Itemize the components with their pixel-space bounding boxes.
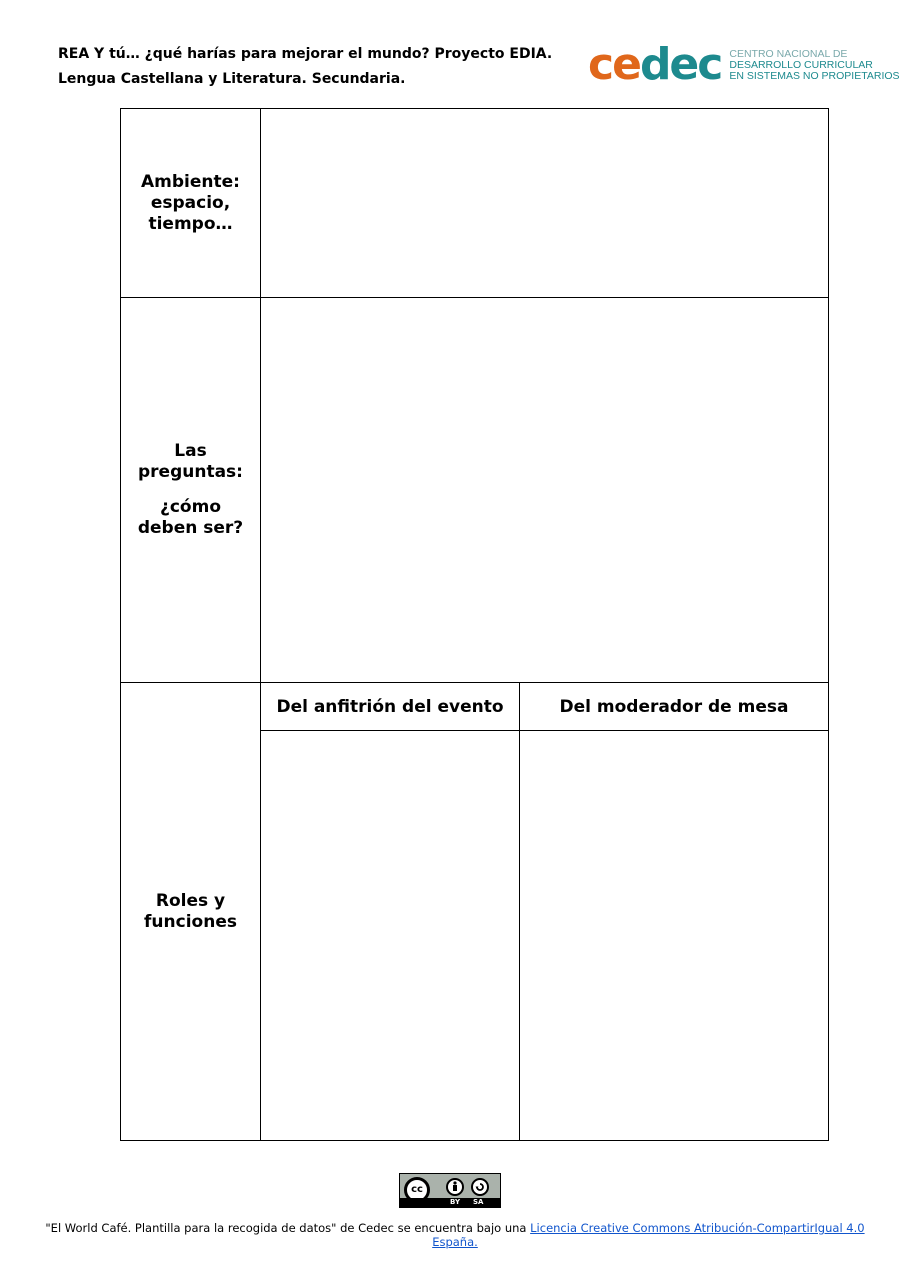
by-label: BY bbox=[450, 1198, 461, 1206]
attribution-icon bbox=[446, 1178, 464, 1196]
logo-subtitle bbox=[729, 49, 899, 82]
ambiente-answer-cell[interactable] bbox=[261, 109, 829, 298]
header-subtitle: Lengua Castellana y Literatura. Secundaria. bbox=[58, 71, 406, 87]
preguntas-label-line1: Las preguntas: bbox=[138, 441, 243, 482]
person-icon bbox=[448, 1180, 462, 1194]
table-row bbox=[121, 298, 829, 683]
roles-label: Roles y funciones bbox=[144, 890, 237, 932]
sa-label: SA bbox=[473, 1198, 484, 1206]
moderator-answer-cell[interactable] bbox=[520, 731, 829, 1141]
logo-sub-line1: CENTRO NACIONAL DE bbox=[729, 47, 848, 60]
roles-label-cell bbox=[121, 683, 261, 1141]
share-alike-icon bbox=[471, 1178, 489, 1196]
cc-license-badge[interactable] bbox=[399, 1173, 501, 1208]
ambiente-label-line1: Ambiente: bbox=[141, 171, 240, 192]
logo-wordmark bbox=[588, 39, 722, 90]
worksheet-table bbox=[120, 108, 829, 1141]
ambiente-label-line2: espacio, bbox=[150, 192, 231, 213]
host-answer-cell[interactable] bbox=[261, 731, 520, 1141]
host-column-header: Del anfitrión del evento bbox=[261, 683, 520, 731]
preguntas-label-cell bbox=[121, 298, 261, 683]
preguntas-label-line2: ¿cómo deben ser? bbox=[137, 497, 244, 538]
table-row bbox=[121, 683, 829, 731]
table-row bbox=[121, 109, 829, 298]
logo-sub-line2: DESARROLLO CURRICULAR bbox=[729, 58, 873, 71]
logo-sub-line3: EN SISTEMAS NO PROPIETARIOS bbox=[729, 69, 900, 82]
document-header bbox=[58, 42, 552, 92]
ambiente-label-cell bbox=[121, 109, 261, 298]
logo-dec: dec bbox=[639, 39, 722, 90]
share-alike-arrow-icon bbox=[473, 1180, 487, 1194]
cc-icon: cc bbox=[404, 1177, 430, 1203]
license-footer bbox=[40, 1221, 870, 1249]
license-link[interactable]: Licencia Creative Commons Atribución-CompartirIgual 4.0 España. bbox=[432, 1221, 865, 1249]
header-title: REA Y tú… ¿qué harías para mejorar el mundo? Proyecto EDIA. bbox=[58, 46, 553, 62]
footer-text: "El World Café. Plantilla para la recogida de datos" de Cedec se encuentra bajo una bbox=[45, 1221, 531, 1235]
logo-ce: ce bbox=[588, 39, 640, 90]
ambiente-label-line3: tiempo… bbox=[148, 213, 233, 234]
preguntas-answer-cell[interactable] bbox=[261, 298, 829, 683]
cedec-logo bbox=[588, 39, 900, 90]
moderator-column-header: Del moderador de mesa bbox=[520, 683, 829, 731]
